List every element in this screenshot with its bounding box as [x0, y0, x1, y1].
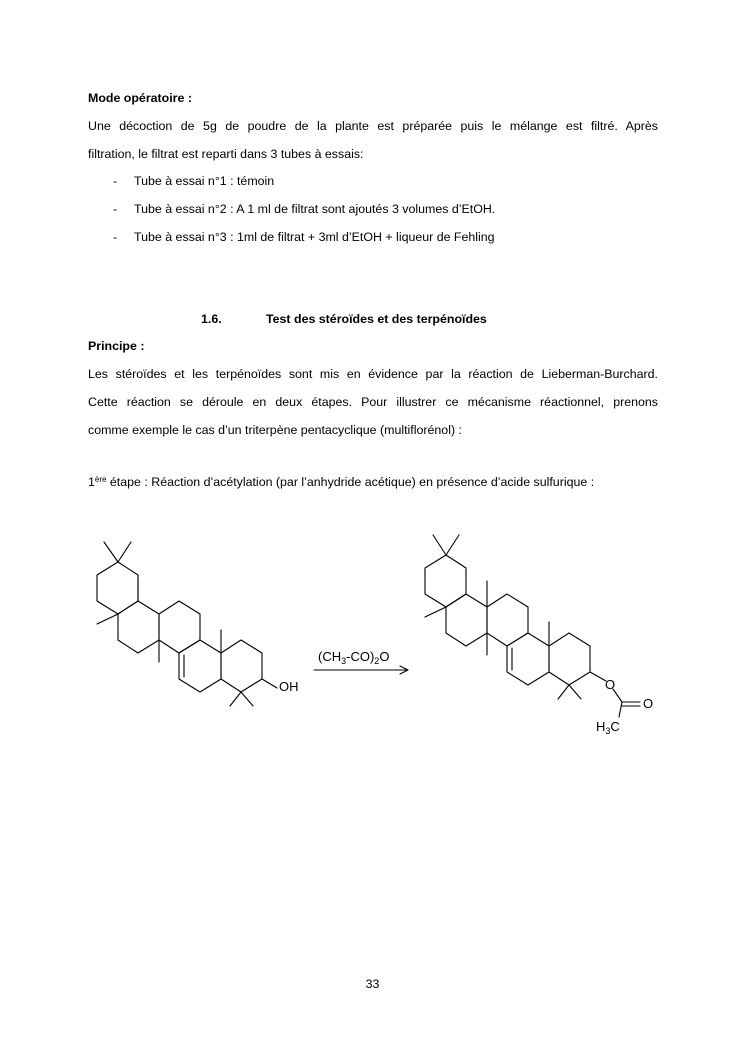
step-superscript: ère — [94, 475, 107, 484]
step-number: 1 — [88, 475, 95, 489]
mode-paragraph-line-1: Une décoction de 5g de poudre de la plante est préparée puis le mélange est filtré. Après — [88, 119, 658, 133]
reagent-sub-1: 3 — [341, 656, 347, 666]
tube-item-2: Tube à essai n°2 : A 1 ml de filtrat sont ajoutés 3 volumes d’EtOH. — [134, 202, 496, 216]
step-text: étape : Réaction d’acétylation (par l’anhydride acétique) en présence d’acide sulfurique : — [106, 475, 595, 489]
mode-operatoire-heading: Mode opératoire : — [88, 91, 192, 105]
section-title: Test des stéroïdes et des terpénoïdes — [266, 312, 487, 326]
product-h: H — [596, 719, 606, 734]
page-number: 33 — [365, 977, 380, 991]
principe-heading: Principe : — [88, 339, 145, 353]
product-methyl-label — [596, 719, 620, 736]
product-c: C — [610, 719, 620, 734]
tube-item-3: Tube à essai n°3 : 1ml de filtrat + 3ml d’EtOH + liqueur de Fehling — [134, 230, 495, 244]
principe-line-3: comme exemple le cas d’un triterpène pentacyclique (multiflorénol) : — [88, 423, 462, 437]
principe-line-2: Cette réaction se déroule en deux étapes. Pour illustrer ce mécanisme réactionnel, prenons — [88, 395, 658, 409]
bullet-dash: - — [113, 174, 118, 188]
reactant-structure — [97, 542, 277, 706]
bullet-dash: - — [113, 202, 118, 216]
product-h-sub: 3 — [605, 726, 611, 736]
reagent-part-c: O — [379, 649, 390, 664]
product-carbonyl-o-label: O — [643, 696, 654, 711]
reagent-label — [318, 649, 389, 666]
bullet-dash: - — [113, 230, 118, 244]
reaction-arrow — [314, 666, 408, 674]
product-ester-o-label: O — [605, 677, 616, 692]
tube-item-1: Tube à essai n°1 : témoin — [134, 174, 275, 188]
reactant-oh-label: OH — [279, 679, 299, 694]
mode-paragraph-line-2: filtration, le filtrat est reparti dans 3 tubes à essais: — [88, 147, 364, 161]
reagent-part-b: -CO) — [346, 649, 375, 664]
section-number: 1.6. — [201, 312, 222, 326]
reagent-sub-2: 2 — [374, 656, 380, 666]
principe-line-1: Les stéroïdes et les terpénoïdes sont mis en évidence par la réaction de Lieberman-Burchard. — [88, 367, 658, 381]
reagent-part-a: (CH — [318, 649, 342, 664]
